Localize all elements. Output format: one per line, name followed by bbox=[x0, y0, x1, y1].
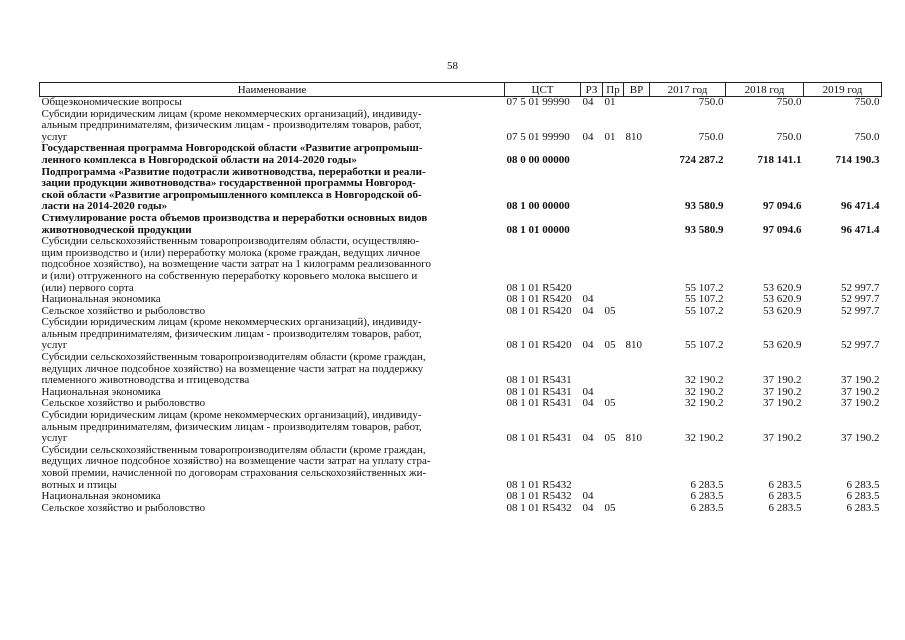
row-rz bbox=[581, 352, 603, 387]
row-name-line: Стимулирование роста объемов производства и переработки основных видов bbox=[41, 211, 428, 224]
row-vr bbox=[624, 236, 650, 294]
row-name-line: Национальная экономика bbox=[41, 490, 161, 503]
row-pr: 05 bbox=[604, 432, 616, 445]
row-name-line: Подпрограмма «Развитие подотрасли животноводства, переработки и реали- bbox=[41, 165, 426, 178]
row-2019: 37 190.2 bbox=[841, 432, 880, 445]
row-name-line: Субсидии сельскохозяйственным товаропроизводителям области (кроме граждан, bbox=[41, 443, 426, 456]
row-2018: 37 190.2 bbox=[763, 385, 802, 398]
table-header-row bbox=[40, 83, 882, 97]
row-2017: 724 287.2 bbox=[679, 153, 724, 166]
row-2019: 96 471.4 bbox=[841, 200, 880, 213]
row-name-line: Субсидии юридическим лицам (кроме некоммерческих организаций), индивиду- bbox=[41, 107, 422, 120]
row-rz: 04 bbox=[582, 293, 594, 306]
row-2017: 6 283.5 bbox=[690, 478, 724, 491]
row-name bbox=[40, 503, 505, 515]
row-vr bbox=[624, 387, 650, 399]
row-2018: 97 094.6 bbox=[763, 223, 802, 236]
table-row bbox=[40, 445, 882, 491]
row-cst: 08 1 01 00000 bbox=[506, 223, 570, 236]
row-vr bbox=[624, 294, 650, 306]
row-2017: 750.0 bbox=[698, 96, 724, 108]
row-name-line: альным предпринимателям, физическим лицам - производителям товаров, работ, bbox=[41, 119, 422, 132]
row-name-line: услуг bbox=[41, 130, 68, 143]
row-pr bbox=[603, 352, 624, 387]
row-rz: 04 bbox=[582, 130, 594, 143]
row-cst: 08 1 01 R5431 bbox=[506, 397, 572, 410]
row-vr: 810 bbox=[625, 339, 642, 352]
header-cst: ЦСТ bbox=[505, 83, 581, 97]
row-2019: 6 283.5 bbox=[846, 501, 880, 514]
row-pr bbox=[603, 445, 624, 491]
row-name bbox=[40, 410, 505, 445]
row-2019: 52 997.7 bbox=[841, 339, 880, 352]
row-name-line: вотных и птицы bbox=[41, 478, 117, 491]
row-2019: 52 997.7 bbox=[841, 304, 880, 317]
row-2018: 37 190.2 bbox=[763, 397, 802, 410]
row-vr bbox=[624, 213, 650, 236]
row-name-line: Субсидии сельскохозяйственным товаропроизводителям области, осуществляю- bbox=[41, 235, 420, 248]
row-2017: 750.0 bbox=[698, 130, 724, 143]
row-cst: 08 1 01 R5431 bbox=[506, 374, 572, 387]
row-2018: 53 620.9 bbox=[763, 304, 802, 317]
row-2017: 93 580.9 bbox=[685, 200, 724, 213]
header-2017: 2017 год bbox=[650, 83, 726, 97]
row-pr bbox=[603, 143, 624, 166]
row-vr bbox=[624, 167, 650, 213]
row-cst: 07 5 01 99990 bbox=[506, 130, 570, 143]
table-row bbox=[40, 410, 882, 445]
row-2018: 97 094.6 bbox=[763, 200, 802, 213]
row-name-line: Субсидии сельскохозяйственным товаропроизводителям области (кроме граждан, bbox=[41, 351, 426, 364]
row-2019: 52 997.7 bbox=[841, 281, 880, 294]
row-cst: 08 0 00 00000 bbox=[506, 153, 570, 166]
row-2018: 53 620.9 bbox=[763, 293, 802, 306]
row-rz bbox=[581, 167, 603, 213]
row-2018: 53 620.9 bbox=[763, 339, 802, 352]
row-vr bbox=[624, 143, 650, 166]
row-name-line: животноводческой продукции bbox=[41, 223, 192, 236]
table-row bbox=[40, 167, 882, 213]
row-name-line: услуг bbox=[41, 432, 68, 445]
row-vr bbox=[624, 445, 650, 491]
row-name-line: Субсидии юридическим лицам (кроме некоммерческих организаций), индивиду- bbox=[41, 409, 422, 422]
row-2018: 53 620.9 bbox=[763, 281, 802, 294]
row-2018: 6 283.5 bbox=[768, 490, 802, 503]
row-2019: 37 190.2 bbox=[841, 397, 880, 410]
row-2018: 750.0 bbox=[776, 96, 802, 108]
row-pr bbox=[603, 236, 624, 294]
row-name-line: ленного комплекса в Новгородской области на 2014-2020 годы» bbox=[41, 153, 357, 166]
row-name-line: и (или) отгруженного на собственную переработку коровьего молока высшего и bbox=[41, 269, 418, 282]
row-name bbox=[40, 213, 505, 236]
row-2018: 750.0 bbox=[776, 130, 802, 143]
row-cst: 08 1 01 R5431 bbox=[506, 385, 572, 398]
row-pr bbox=[603, 167, 624, 213]
row-cst: 08 1 01 R5432 bbox=[506, 501, 572, 514]
row-name bbox=[40, 236, 505, 294]
row-2017: 55 107.2 bbox=[685, 339, 724, 352]
row-2017: 6 283.5 bbox=[690, 490, 724, 503]
row-rz: 04 bbox=[582, 339, 594, 352]
row-pr: 05 bbox=[604, 397, 616, 410]
row-name-line: племенного животноводства и птицеводства bbox=[41, 374, 250, 387]
row-pr: 05 bbox=[604, 339, 616, 352]
row-2017: 6 283.5 bbox=[690, 501, 724, 514]
row-name-line: щим производство и (или) переработку молока (кроме граждан, ведущих личное bbox=[41, 246, 421, 259]
row-cst: 08 1 00 00000 bbox=[506, 200, 570, 213]
row-2017: 32 190.2 bbox=[685, 374, 724, 387]
header-vr: ВР bbox=[624, 83, 650, 97]
table-body bbox=[40, 97, 882, 515]
row-rz: 04 bbox=[582, 490, 594, 503]
row-cst: 08 1 01 R5431 bbox=[506, 432, 572, 445]
row-name-line: альным предпринимателям, физическим лицам - производителям товаров, работ, bbox=[41, 420, 422, 433]
row-pr: 05 bbox=[604, 304, 616, 317]
row-2017: 32 190.2 bbox=[685, 385, 724, 398]
row-2019: 714 190.3 bbox=[835, 153, 880, 166]
row-rz bbox=[581, 445, 603, 491]
row-name-line: ведущих личное подсобное хозяйство) на возмещение части затрат на поддержку bbox=[41, 362, 424, 375]
row-2019: 37 190.2 bbox=[841, 374, 880, 387]
row-name bbox=[40, 167, 505, 213]
table-row bbox=[40, 352, 882, 387]
header-2018: 2018 год bbox=[726, 83, 804, 97]
row-rz bbox=[581, 213, 603, 236]
row-2017: 55 107.2 bbox=[685, 281, 724, 294]
row-name bbox=[40, 352, 505, 387]
row-pr: 05 bbox=[604, 501, 616, 514]
row-rz: 04 bbox=[582, 432, 594, 445]
row-2019: 37 190.2 bbox=[841, 385, 880, 398]
row-name-line: альным предпринимателям, физическим лицам - производителям товаров, работ, bbox=[41, 327, 422, 340]
row-name-line: Сельское хозяйство и рыболовство bbox=[41, 397, 206, 410]
row-name-line: зации продукции животноводства» государственной программы Новгород- bbox=[41, 177, 416, 190]
row-rz: 04 bbox=[582, 304, 594, 317]
row-cst: 07 5 01 99990 bbox=[506, 96, 570, 108]
header-2019: 2019 год bbox=[804, 83, 882, 97]
row-2019: 52 997.7 bbox=[841, 293, 880, 306]
row-name bbox=[40, 143, 505, 166]
row-name bbox=[40, 317, 505, 352]
row-name bbox=[40, 109, 505, 144]
row-2018: 6 283.5 bbox=[768, 478, 802, 491]
header-name: Наименование bbox=[40, 83, 505, 97]
row-2017: 55 107.2 bbox=[685, 304, 724, 317]
header-pr: Пр bbox=[603, 83, 624, 97]
row-name-line: ской области «Развитие агропромышленного комплекса в Новгородской об- bbox=[41, 188, 422, 201]
table-row bbox=[40, 236, 882, 294]
table-row bbox=[40, 213, 882, 236]
row-name bbox=[40, 445, 505, 491]
row-rz bbox=[581, 143, 603, 166]
row-name-line: (или) первого сорта bbox=[41, 281, 134, 294]
row-name-line: подсобное хозяйство), на возмещение части затрат на 1 килограмм реализованного bbox=[41, 258, 432, 271]
row-name-line: услуг bbox=[41, 339, 68, 352]
row-name-line: Государственная программа Новгородской области «Развитие агропромыш- bbox=[41, 142, 423, 155]
row-2019: 6 283.5 bbox=[846, 490, 880, 503]
budget-table bbox=[39, 82, 882, 514]
row-pr bbox=[603, 294, 624, 306]
table-row bbox=[40, 317, 882, 352]
row-2017: 32 190.2 bbox=[685, 432, 724, 445]
row-2017: 32 190.2 bbox=[685, 397, 724, 410]
row-rz: 04 bbox=[582, 501, 594, 514]
row-rz: 04 bbox=[582, 96, 594, 108]
row-name-line: ведущих личное подсобное хозяйство) на возмещение части затрат на уплату стра- bbox=[41, 455, 431, 468]
row-cst: 08 1 01 R5420 bbox=[506, 281, 572, 294]
row-cst: 08 1 01 R5420 bbox=[506, 293, 572, 306]
row-rz bbox=[581, 236, 603, 294]
row-vr bbox=[624, 306, 650, 318]
row-2018: 718 141.1 bbox=[757, 153, 802, 166]
row-cst: 08 1 01 R5420 bbox=[506, 339, 572, 352]
row-2019: 750.0 bbox=[854, 96, 880, 108]
row-2018: 37 190.2 bbox=[763, 374, 802, 387]
row-2019: 750.0 bbox=[854, 130, 880, 143]
row-cst: 08 1 01 R5432 bbox=[506, 490, 572, 503]
row-2019: 6 283.5 bbox=[846, 478, 880, 491]
row-name-line: ховой премии, начисленной по договорам страхования сельскохозяйственных жи- bbox=[41, 467, 427, 479]
row-vr bbox=[624, 491, 650, 503]
row-2018: 37 190.2 bbox=[763, 432, 802, 445]
row-vr bbox=[624, 97, 650, 109]
table-row bbox=[40, 109, 882, 144]
row-2019: 96 471.4 bbox=[841, 223, 880, 236]
row-name-line: Национальная экономика bbox=[41, 385, 161, 398]
row-name-line: Сельское хозяйство и рыболовство bbox=[41, 304, 206, 317]
row-name-line: Субсидии юридическим лицам (кроме некоммерческих организаций), индивиду- bbox=[41, 316, 422, 329]
row-pr: 01 bbox=[604, 96, 616, 108]
row-name-line: ласти на 2014-2020 годы» bbox=[41, 200, 168, 213]
row-name-line: Общеэкономические вопросы bbox=[41, 96, 182, 108]
row-vr: 810 bbox=[625, 432, 642, 445]
row-vr bbox=[624, 398, 650, 410]
table-row bbox=[40, 503, 882, 515]
row-vr: 810 bbox=[625, 130, 642, 143]
table-row bbox=[40, 143, 882, 166]
row-pr bbox=[603, 213, 624, 236]
row-rz: 04 bbox=[582, 385, 594, 398]
header-rz: РЗ bbox=[581, 83, 603, 97]
row-2018: 6 283.5 bbox=[768, 501, 802, 514]
row-cst: 08 1 01 R5432 bbox=[506, 478, 572, 491]
row-pr: 01 bbox=[604, 130, 616, 143]
page-number: 58 bbox=[447, 60, 458, 72]
row-name-line: Национальная экономика bbox=[41, 293, 161, 306]
row-name-line: Сельское хозяйство и рыболовство bbox=[41, 501, 206, 514]
row-rz: 04 bbox=[582, 397, 594, 410]
row-vr bbox=[624, 352, 650, 387]
row-cst: 08 1 01 R5420 bbox=[506, 304, 572, 317]
row-2017: 55 107.2 bbox=[685, 293, 724, 306]
row-vr bbox=[624, 503, 650, 515]
row-2017: 93 580.9 bbox=[685, 223, 724, 236]
